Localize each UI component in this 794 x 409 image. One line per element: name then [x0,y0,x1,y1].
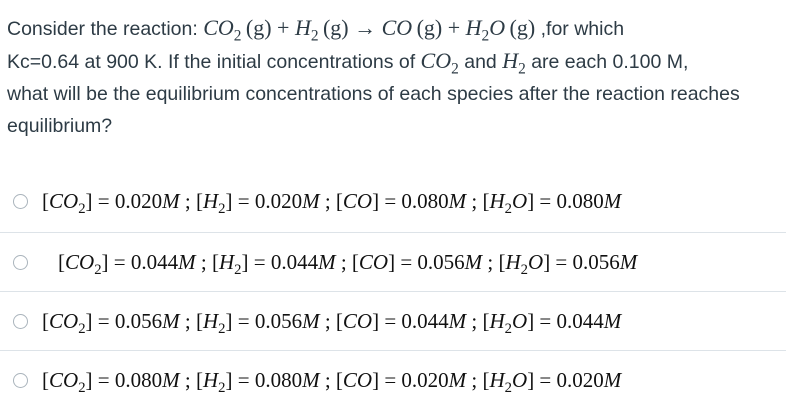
answer-option-2[interactable] [0,232,786,291]
question-text [7,12,787,142]
question-line3: what will be the equilibrium concentrations of each species after the reaction reaches equilibrium? [7,83,740,137]
question-line2-and: and [458,51,503,73]
answer-option-3-text: $[CO_2] = 0.056M$ ; $[H_2] = 0.056M$ ; [CO] = 0.044M ; $[H_2O] = 0.044M$ [42,308,622,337]
answer-option-4[interactable] [0,350,786,409]
answer-option-1[interactable] [0,170,786,232]
answer-options [0,170,786,409]
answer-option-3[interactable] [0,291,786,350]
answer-option-2-text: $[CO_2] = 0.044M$ ; $[H_2] = 0.044M$ ; [CO] = 0.056M ; $[H_2O] = 0.056M$ [58,249,638,278]
question-intro: Consider the reaction: [7,18,204,40]
radio-button[interactable] [13,255,28,270]
radio-button[interactable] [13,314,28,329]
answer-option-1-text: $[CO_2] = 0.020M$ ; $[H_2] = 0.020M$ ; [CO] = 0.080M ; $[H_2O] = 0.080M$ [42,188,622,217]
radio-button[interactable] [13,194,28,209]
question-after-equation: ,for which [535,18,625,40]
radio-button[interactable] [13,373,28,388]
species-h2: $H_2$ [502,48,526,78]
answer-option-4-text: $[CO_2] = 0.080M$ ; $[H_2] = 0.080M$ ; [CO] = 0.020M ; $[H_2O] = 0.020M$ [42,367,622,396]
reaction-equation: $CO_2$ $(g) + H_2$ (g) → CO $(g) + H_2O$ (g) [203,15,536,45]
question-line2-pre: Kc=0.64 at 900 K. If the initial concentrations of [7,51,421,73]
question-line2-post: are each 0.100 M, [525,51,689,73]
species-co2: $CO_2$ [420,48,459,78]
